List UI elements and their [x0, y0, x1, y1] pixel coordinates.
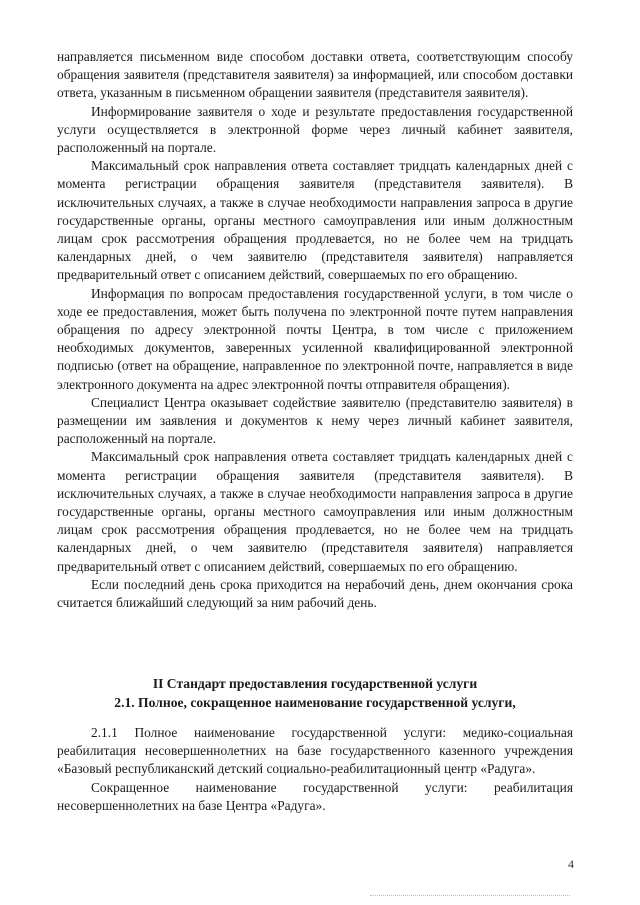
paragraph-specialist: Специалист Центра оказывает содействие заявителю (представителю заявителя) в размещении им заявления и документов к нему через личный кабинет заявителя, расположенный на портале.	[57, 394, 573, 447]
section-heading-names: 2.1. Полное, сокращенное наименование государственной услуги,	[114, 695, 516, 710]
paragraph-max-term-repeat: Максимальный срок направления ответа составляет тридцать календарных дней с момента регистрации обращения заявителя (представителя заявителя). В исключительных случаях, а также в случае необходимости направления запроса в другие государственные органы, органы местного самоуправления или иным должностным лицам срок рассмотрения обращения продлевается, но не более чем на тридцать календарных дней, о чем заявителю (представителя заявителя) направляется предварительный ответ с описанием действий, совершаемых по его обращению.	[57, 449, 573, 574]
paragraph-short-name: Сокращенное наименование государственной услуги: реабилитация несовершеннолетних на базе Центра «Радуга».	[57, 779, 573, 813]
section-headings	[57, 674, 573, 712]
paragraph-continuation: направляется письменном виде способом доставки ответа, соответствующим способу обращения заявителя (представителя заявителя) за информацией, или способом доставки ответа, указанным в письменном обращении заявителя (представителя заявителя).	[57, 49, 573, 101]
paragraph-informing: Информирование заявителя о ходе и результате предоставления государственной услуги осуществляется в электронной форме через личный кабинет заявителя, расположенный на портале.	[57, 103, 573, 156]
section-heading-standard: II Стандарт предоставления государственной услуги	[152, 676, 478, 691]
paragraph-full-name: 2.1.1 Полное наименование государственной услуги: медико-социальная реабилитация несовершеннолетних на базе государственного казенного учреждения «Базовый республиканский детский социально-реабилитационный центр «Радуга».	[57, 725, 573, 777]
paragraph-email-info: Информация по вопросам предоставления государственной услуги, в том числе о ходе ее предоставления, может быть получена по электронной почте путем направления обращения по адресу электронной почты Центра, в том числе с приложением необходимых документов, заверенных усиленной квалифицированной электронной подписью (ответ на обращение, направленное по электронной почте, направляется в виде электронного документа на адрес электронной почты отправителя обращения).	[57, 285, 573, 392]
body-text	[57, 48, 573, 612]
scan-artifact-divider	[370, 895, 570, 900]
paragraph-max-term: Максимальный срок направления ответа составляет тридцать календарных дней с момента регистрации обращения заявителя (представителя заявителя). В исключительных случаях, а также в случае необходимости направления запроса в другие государственные органы, органы местного самоуправления или иным должностным лицам срок рассмотрения обращения продлевается, но не более чем на тридцать календарных дней, о чем заявителю (представителя заявителя) направляется предварительный ответ с описанием действий, совершаемых по его обращению.	[57, 158, 573, 283]
paragraph-last-day: Если последний день срока приходится на нерабочий день, днем окончания срока считается ближайший следующий за ним рабочий день.	[57, 576, 573, 611]
section-body	[57, 724, 573, 815]
page-number: 4	[568, 857, 574, 871]
